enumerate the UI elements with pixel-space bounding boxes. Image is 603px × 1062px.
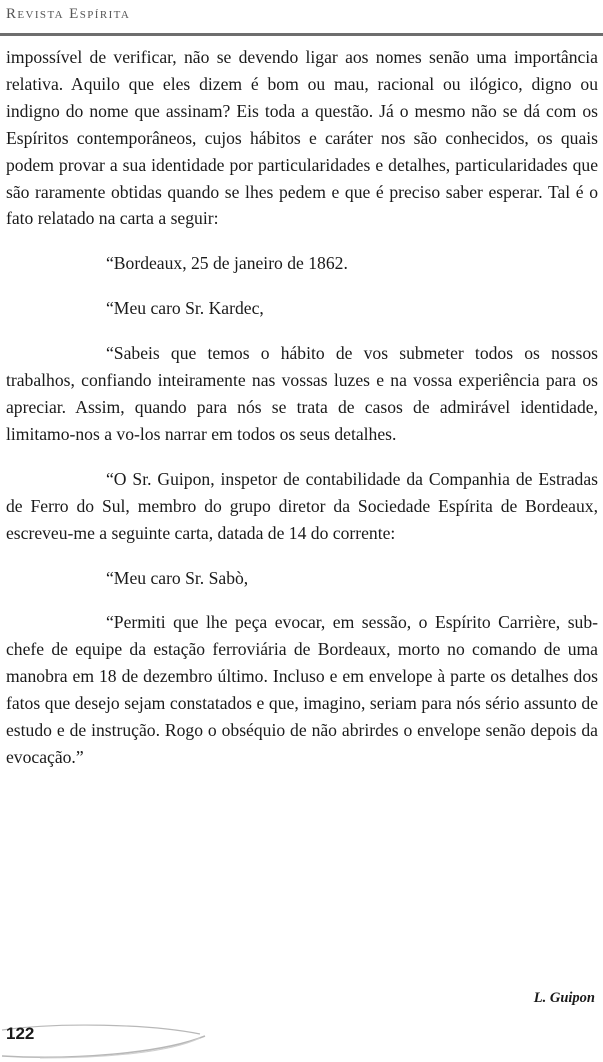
page-body [6, 44, 598, 795]
page-number: 122 [6, 1024, 35, 1043]
running-header: Revista Espírita [6, 6, 131, 22]
paragraph: “O Sr. Guipon, inspetor de contabilidade da Companhia de Estradas de Ferro do Sul, membro do grupo diretor da Sociedade Espírita de Bordeaux, escreveu-me a seguinte carta, datada de 14 do corrente: [6, 468, 598, 543]
header-rule [0, 33, 603, 36]
paragraph: “Permiti que lhe peça evocar, em sessão, o Espírito Carrière, sub-chefe de equipe da estação ferroviária de Bordeaux, morto no comando de uma manobra em 18 de dezembro último. Incluso e em envelope à parte os detalhes dos fatos que desejo sejam constatados e que, imagino, seriam para nós sério assunto de estudo e de instrução. Rogo o obséquio de não abrirdes o envelope senão depois da evocação.” [6, 612, 598, 767]
letter-salutation: “Meu caro Sr. Sabò, [106, 567, 249, 588]
paragraph: impossível de verificar, não se devendo ligar aos nomes senão uma importância relativa. Aquilo que eles dizem é bom ou mau, racional ou ilógico, digno ou indigno do nome que assinam? Eis toda a questão. Já o mesmo não se dá com os Espíritos contemporâneos, cujos hábitos e caráter nos são conhecidos, os quais podem provar a sua identidade por particularidades e detalhes, particularidades que são raramente obtidas quando se lhes pedem e que é preciso saber esperar. Tal é o fato relatado na carta a seguir: [6, 47, 598, 229]
paragraph: “Sabeis que temos o hábito de vos submeter todos os nossos trabalhos, confiando inteiramente nas vossas luzes e na vossa experiência para os apreciar. Assim, quando para nós se trata de casos de admirável identidade, limitamo-nos a vo-los narrar em todos os seus detalhes. [6, 343, 598, 444]
letter-salutation: “Meu caro Sr. Kardec, [106, 298, 264, 319]
letter-dateline: “Bordeaux, 25 de janeiro de 1862. [106, 253, 348, 274]
signature: L. Guipon [533, 990, 595, 1006]
